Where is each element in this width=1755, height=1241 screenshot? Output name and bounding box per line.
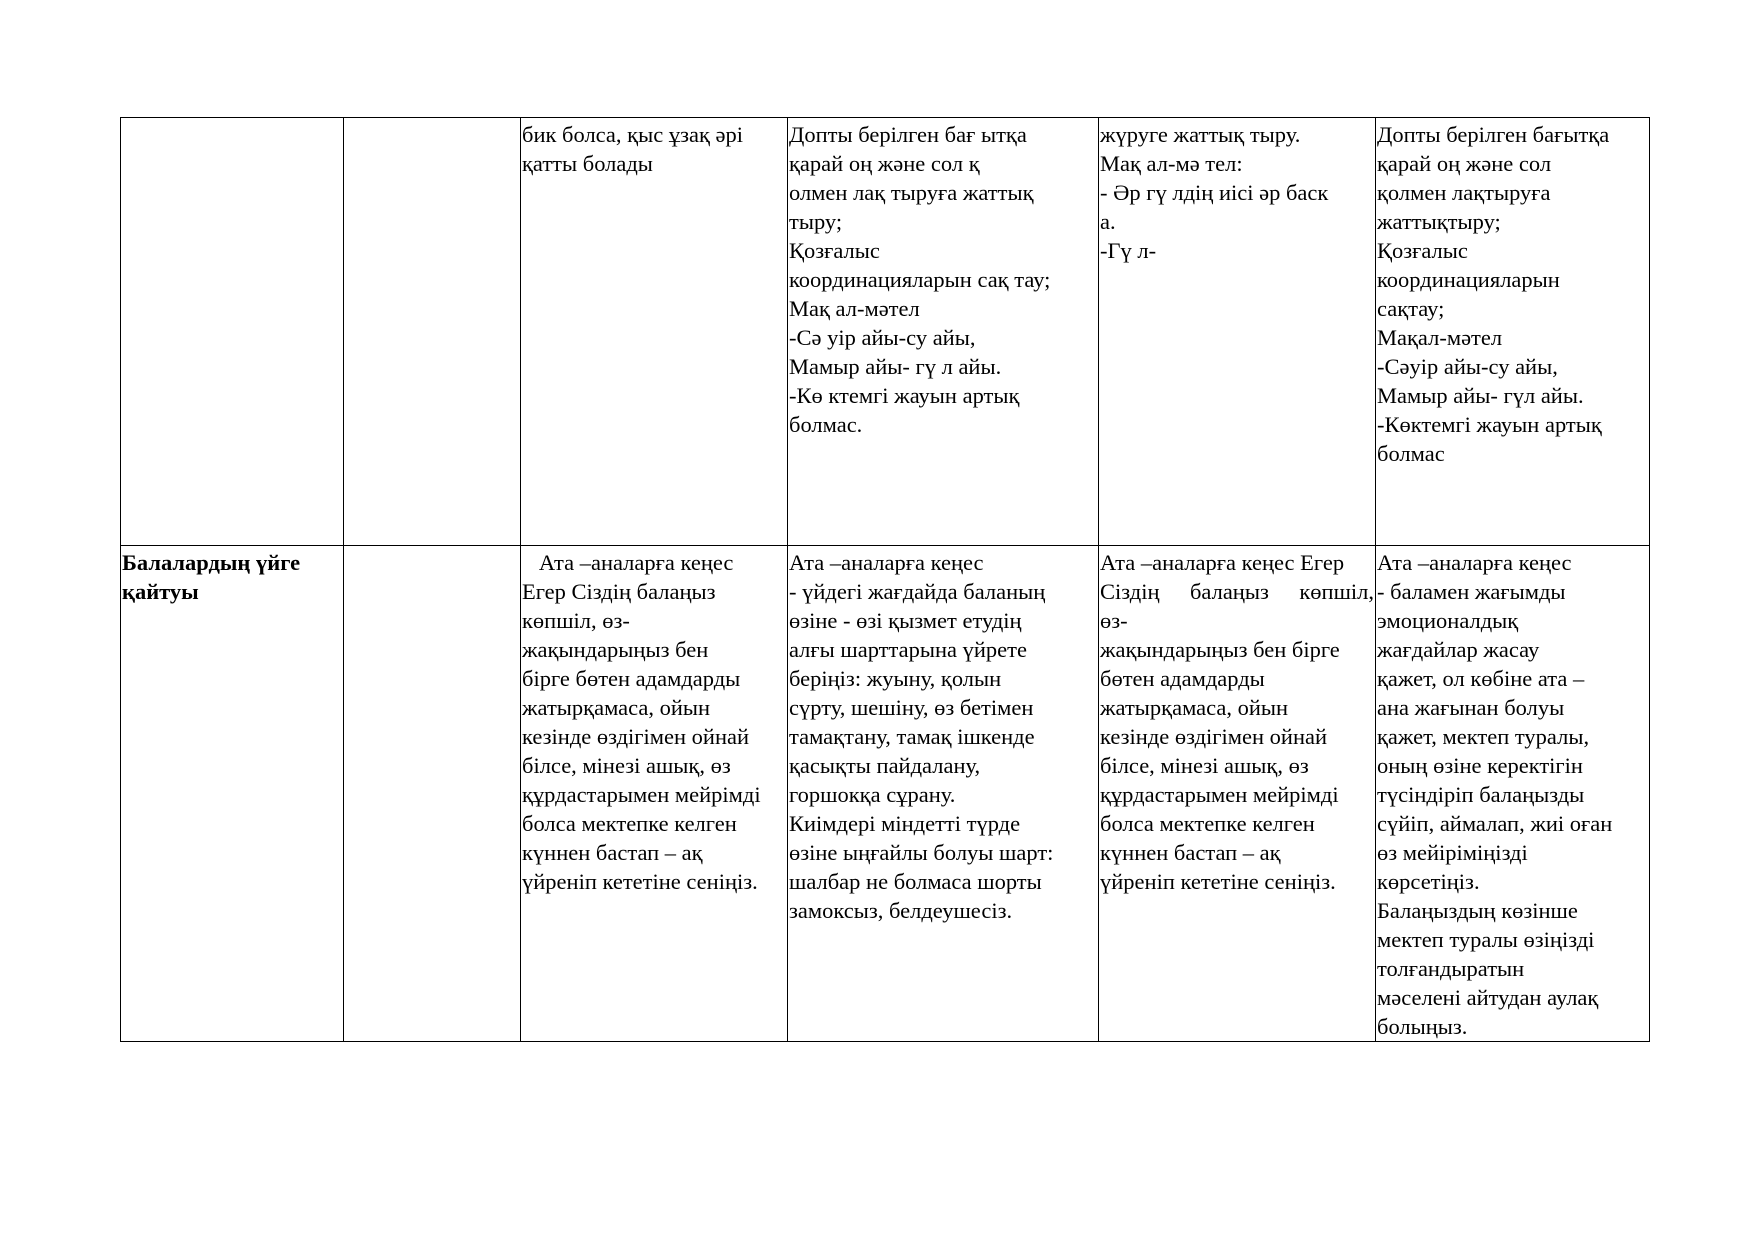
cell-text-line: Балалардың үйге (122, 550, 301, 575)
cell-text-line: -Кө ктемгі жауын артық (789, 383, 1020, 408)
cell-text-line: сүрту, шешіну, өз бетімен (789, 695, 1034, 720)
row-label-cell (121, 546, 344, 1042)
table-row (121, 546, 1650, 1042)
cell-text-line: - Әр гү лдің иісі әр баск (1100, 180, 1329, 205)
table-cell (1099, 118, 1376, 546)
cell-text-line: Мақал-мәтел (1377, 325, 1503, 350)
cell-text-line: Мамыр айы- гү л айы. (789, 354, 1002, 379)
cell-text-line: -Сәуір айы-су айы, (1377, 354, 1558, 379)
cell-text-line: Қозғалыс (789, 238, 880, 263)
cell-text-line: Балаңыздың көзінше (1377, 898, 1578, 923)
cell-text-line: жаттықтыру; (1377, 209, 1501, 234)
cell-text-line: қайтуы (122, 579, 199, 604)
cell-text-line: қатты болады (522, 151, 653, 176)
cell-text-line: жатырқамаса, ойын (1100, 695, 1289, 720)
cell-text-line: үйреніп кететіне сеніңіз. (522, 869, 758, 894)
cell-text-line: бөтен адамдарды (1100, 666, 1265, 691)
cell-text-line: - үйдегі жағдайда баланың (789, 579, 1046, 604)
cell-text-line: Мақ ал-мә тел: (1100, 151, 1243, 176)
cell-text-line: мәселені айтудан аулақ (1377, 985, 1599, 1010)
cell-text-line: сақтау; (1377, 296, 1445, 321)
table-cell (1376, 546, 1650, 1042)
cell-text-line: алғы шарттарына үйрете (789, 637, 1027, 662)
cell-text-line: а. (1100, 209, 1116, 234)
cell-text-line: -Гү л- (1100, 238, 1157, 263)
table-cell (521, 546, 788, 1042)
cell-text-line: өзіне ыңғайлы болуы шарт: (789, 840, 1054, 865)
cell-text-line: болыңыз. (1377, 1014, 1468, 1039)
cell-text-line: Сіздің балаңыз көпшіл, (1100, 579, 1374, 604)
table-cell (1099, 546, 1376, 1042)
cell-text-line: жатырқамаса, ойын (522, 695, 711, 720)
cell-text-line: -Көктемгі жауын артық (1377, 412, 1602, 437)
cell-text-line: білсе, мінезі ашық, өз (1100, 753, 1309, 778)
table-cell (788, 546, 1099, 1042)
cell-text-line: Ата –аналарға кеңес (789, 550, 984, 575)
cell-text-line: күннен бастап – ақ (1100, 840, 1281, 865)
cell-text-line: өзіне - өзі қызмет етудің (789, 608, 1022, 633)
table-row (121, 118, 1650, 546)
cell-text-line: үйреніп кететіне сеніңіз. (1100, 869, 1336, 894)
table-cell (788, 118, 1099, 546)
cell-text-line: бик болса, қыс ұзақ әрі (522, 122, 744, 147)
cell-text-line: құрдастарымен мейрімді (1100, 782, 1339, 807)
cell-text-line: Қозғалыс (1377, 238, 1468, 263)
cell-text-line: жақындарыңыз бен бірге (1100, 637, 1340, 662)
cell-text-line: өз- (1100, 608, 1128, 633)
cell-text-line: олмен лақ тыруға жаттық (789, 180, 1034, 205)
cell-text-line: құрдастарымен мейрімді (522, 782, 761, 807)
table-cell (121, 118, 344, 546)
cell-text-line: қажет, мектеп туралы, (1377, 724, 1590, 749)
cell-text-line: күннен бастап – ақ (522, 840, 703, 865)
cell-text-line: жақындарыңыз бен (522, 637, 709, 662)
table-cell (1376, 118, 1650, 546)
table-cell (344, 118, 521, 546)
cell-text-line: Ата –аналарға кеңес (1377, 550, 1572, 575)
cell-text-line: болса мектепке келген (522, 811, 737, 836)
cell-text-line: - баламен жағымды (1377, 579, 1566, 604)
cell-text-line: горшокқа сұрану. (789, 782, 956, 807)
cell-text-line: сүйіп, аймалап, жиі оған (1377, 811, 1613, 836)
cell-text-line: беріңіз: жуыну, қолын (789, 666, 1002, 691)
cell-text-line: болса мектепке келген (1100, 811, 1315, 836)
cell-text-line: кезінде өздігімен ойнай (522, 724, 750, 749)
cell-text-line: жүруге жаттық тыру. (1100, 122, 1301, 147)
cell-text-line: замоксыз, белдеушесіз. (789, 898, 1013, 923)
cell-text-line: шалбар не болмаса шорты (789, 869, 1042, 894)
cell-text-line: болмас. (789, 412, 863, 437)
cell-text-line: болмас (1377, 441, 1445, 466)
cell-text-line: Егер Сіздің балаңыз (522, 579, 716, 604)
cell-text-line: тамақтану, тамақ ішкенде (789, 724, 1035, 749)
plan-table (120, 117, 1650, 1042)
cell-text-line: толғандыратын (1377, 956, 1525, 981)
cell-text-line: тыру; (789, 209, 843, 234)
cell-text-line: кезінде өздігімен ойнай (1100, 724, 1328, 749)
cell-text-line: білсе, мінезі ашық, өз (522, 753, 731, 778)
cell-text-line: мектеп туралы өзіңізді (1377, 927, 1595, 952)
cell-text-line: Допты берілген бағытқа (1377, 122, 1610, 147)
table-cell (521, 118, 788, 546)
cell-text-line: Допты берілген бағ ытқа (789, 122, 1027, 147)
cell-text-line: қасықты пайдалану, (789, 753, 981, 778)
cell-text-line: жағдайлар жасау (1377, 637, 1540, 662)
cell-text-line: оның өзіне керектігін (1377, 753, 1583, 778)
cell-text-line: қолмен лақтыруға (1377, 180, 1551, 205)
cell-text-line: Ата –аналарға кеңес Егер (1100, 550, 1345, 575)
cell-text-line: координацияларын сақ тау; (789, 267, 1051, 292)
cell-text-line: Мақ ал-мәтел (789, 296, 920, 321)
cell-text-line: қарай оң және сол (1377, 151, 1552, 176)
cell-text-line: -Сә уір айы-су айы, (789, 325, 976, 350)
cell-text-line: Ата –аналарға кеңес (522, 550, 734, 575)
cell-text-line: қажет, ол көбіне ата – (1377, 666, 1585, 691)
table-cell (344, 546, 521, 1042)
cell-text-line: ана жағынан болуы (1377, 695, 1565, 720)
cell-text-line: қарай оң және сол қ (789, 151, 980, 176)
cell-text-line: координацияларын (1377, 267, 1560, 292)
cell-text-line: эмоционалдық (1377, 608, 1519, 633)
cell-text-line: бірге бөтен адамдарды (522, 666, 741, 691)
cell-text-line: көрсетіңіз. (1377, 869, 1480, 894)
cell-text-line: Мамыр айы- гүл айы. (1377, 383, 1584, 408)
cell-text-line: көпшіл, өз- (522, 608, 630, 633)
cell-text-line: өз мейіріміңізді (1377, 840, 1528, 865)
cell-text-line: түсіндіріп балаңызды (1377, 782, 1585, 807)
cell-text-line: Киімдері міндетті түрде (789, 811, 1021, 836)
